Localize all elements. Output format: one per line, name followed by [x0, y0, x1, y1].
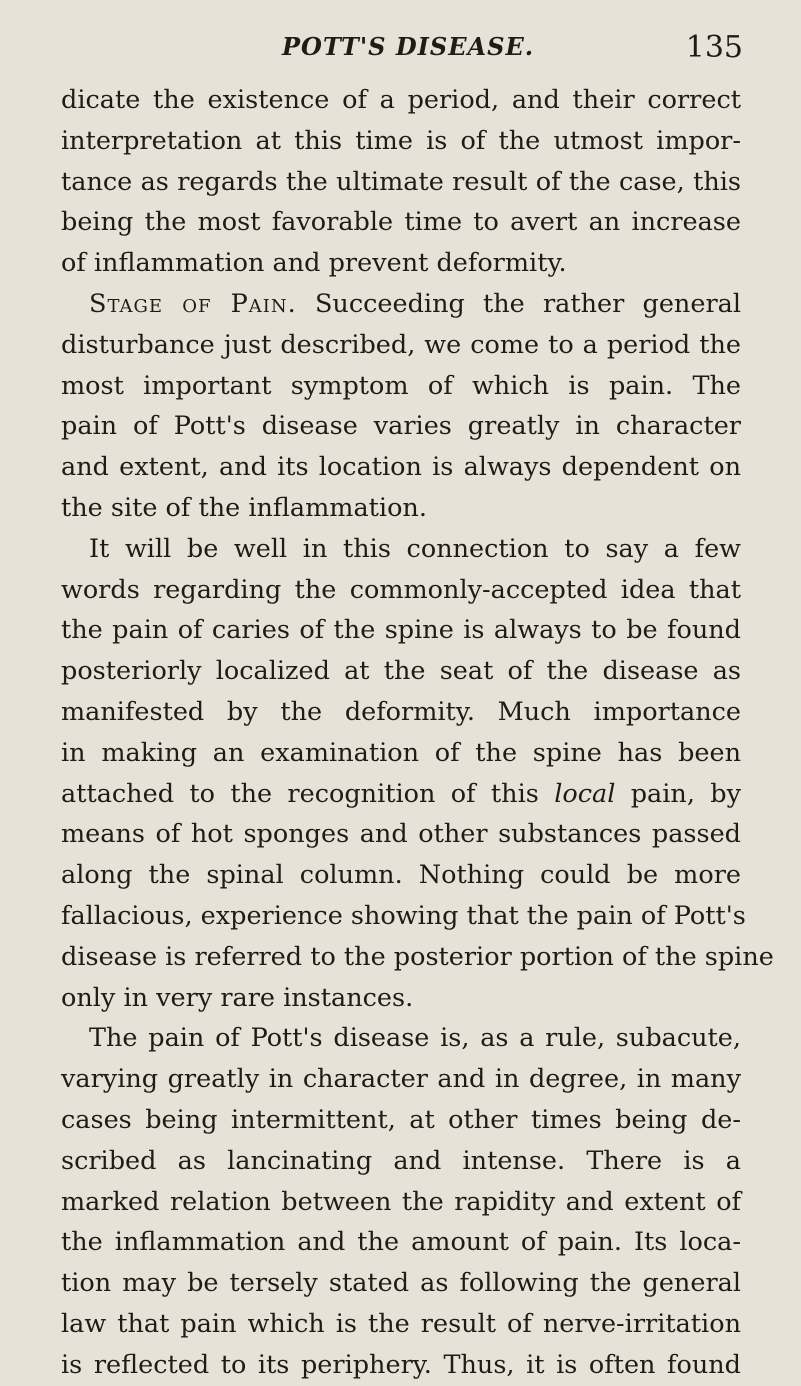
running-title: POTT'S DISEASE. — [282, 32, 535, 61]
page-header — [58, 32, 743, 66]
text-line: most important symptom of which is pain. The — [61, 370, 741, 401]
text-line: fallacious, experience showing that the pain of Pott's — [61, 900, 746, 931]
text-line: being the most favorable time to avert an increase — [61, 207, 741, 238]
text-span: Succeeding the rather general — [296, 288, 741, 319]
text-line: pain of Pott's disease varies greatly in character — [61, 411, 741, 442]
text-line: means of hot sponges and other substances passed — [61, 819, 741, 850]
body-text — [61, 80, 774, 1386]
text-span: attached to the recognition of this — [61, 778, 555, 809]
text-line: disturbance just described, we come to a period the — [61, 329, 741, 360]
text-line: the pain of caries of the spine is always to be found — [61, 615, 741, 646]
text-line: posteriorly localized at the seat of the disease as — [61, 656, 741, 687]
text-line: It will be well in this connection to say a few — [89, 533, 741, 564]
text-line: varying greatly in character and in degree, in many — [61, 1064, 741, 1095]
text-line: tion may be tersely stated as following the general — [61, 1268, 741, 1299]
section-heading: Stage of Pain. — [89, 288, 297, 319]
italic-word: local — [554, 778, 616, 809]
text-line: law that pain which is the result of nerve-irritation — [61, 1308, 741, 1339]
text-line: scribed as lancinating and intense. There is a — [61, 1145, 741, 1176]
text-line: disease is referred to the posterior portion of the spine — [61, 941, 774, 972]
text-line: along the spinal column. Nothing could be more — [61, 860, 741, 891]
text-line: the site of the inflammation. — [61, 492, 427, 523]
page-number: 135 — [685, 30, 743, 65]
text-span: pain, by — [615, 778, 742, 809]
text-line: the inflammation and the amount of pain. Its loca- — [61, 1227, 741, 1258]
text-line: and extent, and its location is always dependent on — [61, 452, 741, 483]
text-line: interpretation at this time is of the utmost impor- — [61, 125, 741, 156]
text-line: manifested by the deformity. Much importance — [61, 696, 741, 727]
text-line: is reflected to its periphery. Thus, it is often found — [61, 1349, 741, 1380]
text-line — [61, 774, 741, 815]
text-line: words regarding the commonly-accepted idea that — [61, 574, 741, 605]
text-line: of inflammation and prevent deformity. — [61, 248, 567, 279]
text-line: The pain of Pott's disease is, as a rule, subacute, — [89, 1023, 741, 1054]
text-line: only in very rare instances. — [61, 982, 414, 1013]
text-line: dicate the existence of a period, and their correct — [61, 85, 741, 115]
text-line: cases being intermittent, at other times being de- — [61, 1104, 741, 1135]
text-line: marked relation between the rapidity and extent of — [61, 1186, 741, 1217]
text-line: tance as regards the ultimate result of the case, this — [61, 166, 741, 197]
text-line — [61, 284, 741, 325]
text-line: in making an examination of the spine has been — [61, 737, 741, 768]
